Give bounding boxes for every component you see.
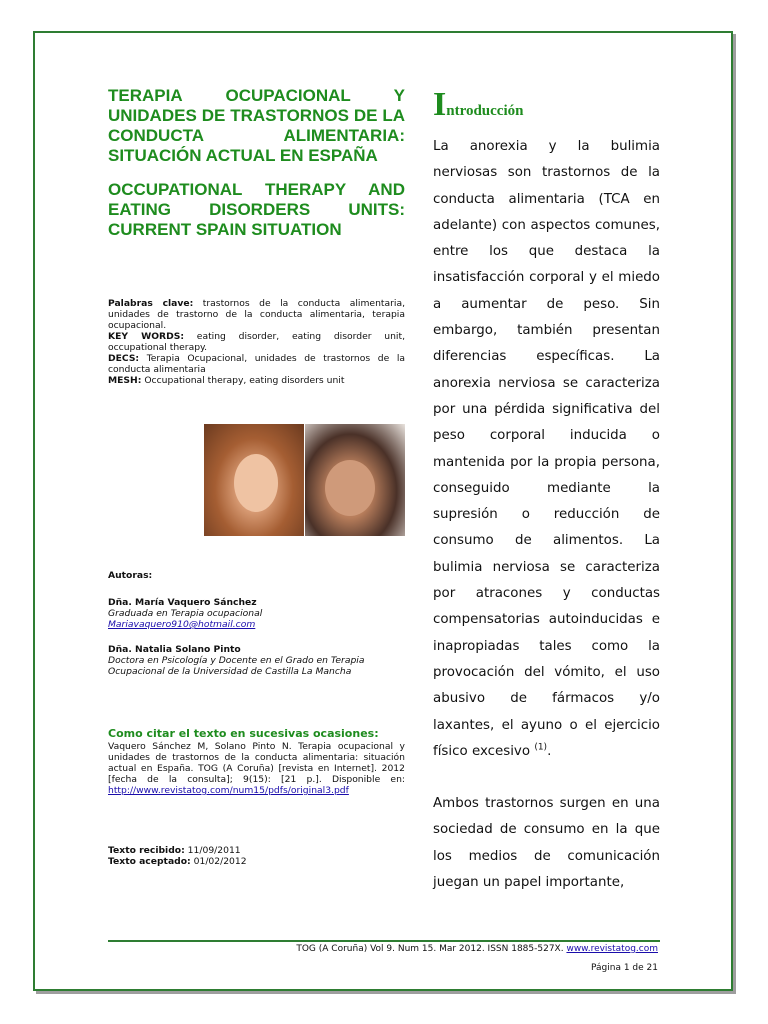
right-column bbox=[433, 88, 660, 896]
footer-journal-info: TOG (A Coruña) Vol 9. Num 15. Mar 2012. ISSN 1885-527X. www.revistatog.com bbox=[296, 944, 658, 954]
author-1-role: Graduada en Terapia ocupacional bbox=[108, 608, 263, 619]
author-2-name: Dña. Natalia Solano Pinto bbox=[108, 644, 241, 655]
keywords-mesh: MESH: Occupational therapy, eating disorders unit bbox=[108, 375, 345, 386]
author-2-role: Doctora en Psicología y Docente en el Grado en Terapia Ocupacional de la Universidad de Castilla La Mancha bbox=[108, 655, 365, 677]
keywords-palabras: Palabras clave: trastornos de la conducta alimentaria, unidades de trastorno de la conducta alimentaria, terapia ocupacional. bbox=[108, 298, 406, 331]
footer-divider bbox=[108, 940, 660, 942]
citation-text: Vaquero Sánchez M, Solano Pinto N. Terapia ocupacional y unidades de trastornos de la conducta alimentaria: situación actual en España. TOG (A Coruña) [revista en Internet]. 2012 [fecha de la consulta]; 9(15): [21 p.]. Disponible en: bbox=[108, 741, 405, 785]
citation-link[interactable]: http://www.revistatog.com/num15/pdfs/original3.pdf bbox=[108, 785, 349, 796]
reference-1: (1) bbox=[534, 742, 548, 753]
intro-paragraph-1: La anorexia y la bulimia nerviosas son trastornos de la conducta alimentaria (TCA en adelante) con aspectos comunes, entre los que destaca la insatisfacción corporal y el miedo a aumentar de peso. Sin embargo, también presentan diferencias específicas. La anorexia nerviosa se caracteriza por una pérdida significativa del peso corporal inducida o mantenida por la propia persona, conseguido mediante la supresión o reducción de consumo de alimentos. La bulimia nerviosa se caracteriza por atracones y conductas compensatorias autoinducidas e inapropiadas tales como la provocación del vómito, el uso abusivo de fármacos y/o laxantes, el ayuno o el ejercicio físico excesivo $^{(1)}$. bbox=[433, 139, 660, 759]
intro-paragraph-2: Ambos trastornos surgen en una sociedad de consumo en la que los medios de comunicación juegan un papel importante, bbox=[433, 796, 660, 891]
left-column bbox=[108, 86, 405, 386]
authors-label: Autoras: bbox=[108, 570, 153, 581]
author-photos bbox=[204, 424, 405, 536]
citation-title: Como citar el texto en sucesivas ocasiones: bbox=[108, 727, 379, 740]
authors-block bbox=[108, 570, 405, 677]
title-spanish: TERAPIA OCUPACIONAL Y UNIDADES DE TRASTORNOS DE LA CONDUCTA ALIMENTARIA: SITUACIÓN ACTUAL EN ESPAÑA bbox=[108, 86, 405, 165]
title-english: OCCUPATIONAL THERAPY AND EATING DISORDERS UNITS: CURRENT SPAIN SITUATION bbox=[108, 180, 405, 239]
author-1-name: Dña. María Vaquero Sánchez bbox=[108, 597, 257, 608]
citation-block bbox=[108, 727, 405, 796]
keywords-block bbox=[108, 298, 405, 386]
accepted-date: Texto aceptado: 01/02/2012 bbox=[108, 856, 247, 867]
author-photo-1 bbox=[204, 424, 304, 536]
page-number: Página 1 de 21 bbox=[591, 963, 658, 973]
footer-website-link[interactable]: www.revistatog.com bbox=[566, 944, 658, 954]
author-photo-2 bbox=[305, 424, 405, 536]
section-heading-introduccion: Introducción bbox=[433, 86, 524, 123]
keywords-decs: DECS: Terapia Ocupacional, unidades de trastornos de la conducta alimentaria bbox=[108, 353, 405, 375]
keywords-english: KEY WORDS: eating disorder, eating disorder unit, occupational therapy. bbox=[108, 331, 405, 353]
received-date: Texto recibido: 11/09/2011 bbox=[108, 845, 241, 856]
dates-block bbox=[108, 845, 405, 867]
author-1-email-link[interactable]: Mariavaquero910@hotmail.com bbox=[108, 619, 256, 630]
